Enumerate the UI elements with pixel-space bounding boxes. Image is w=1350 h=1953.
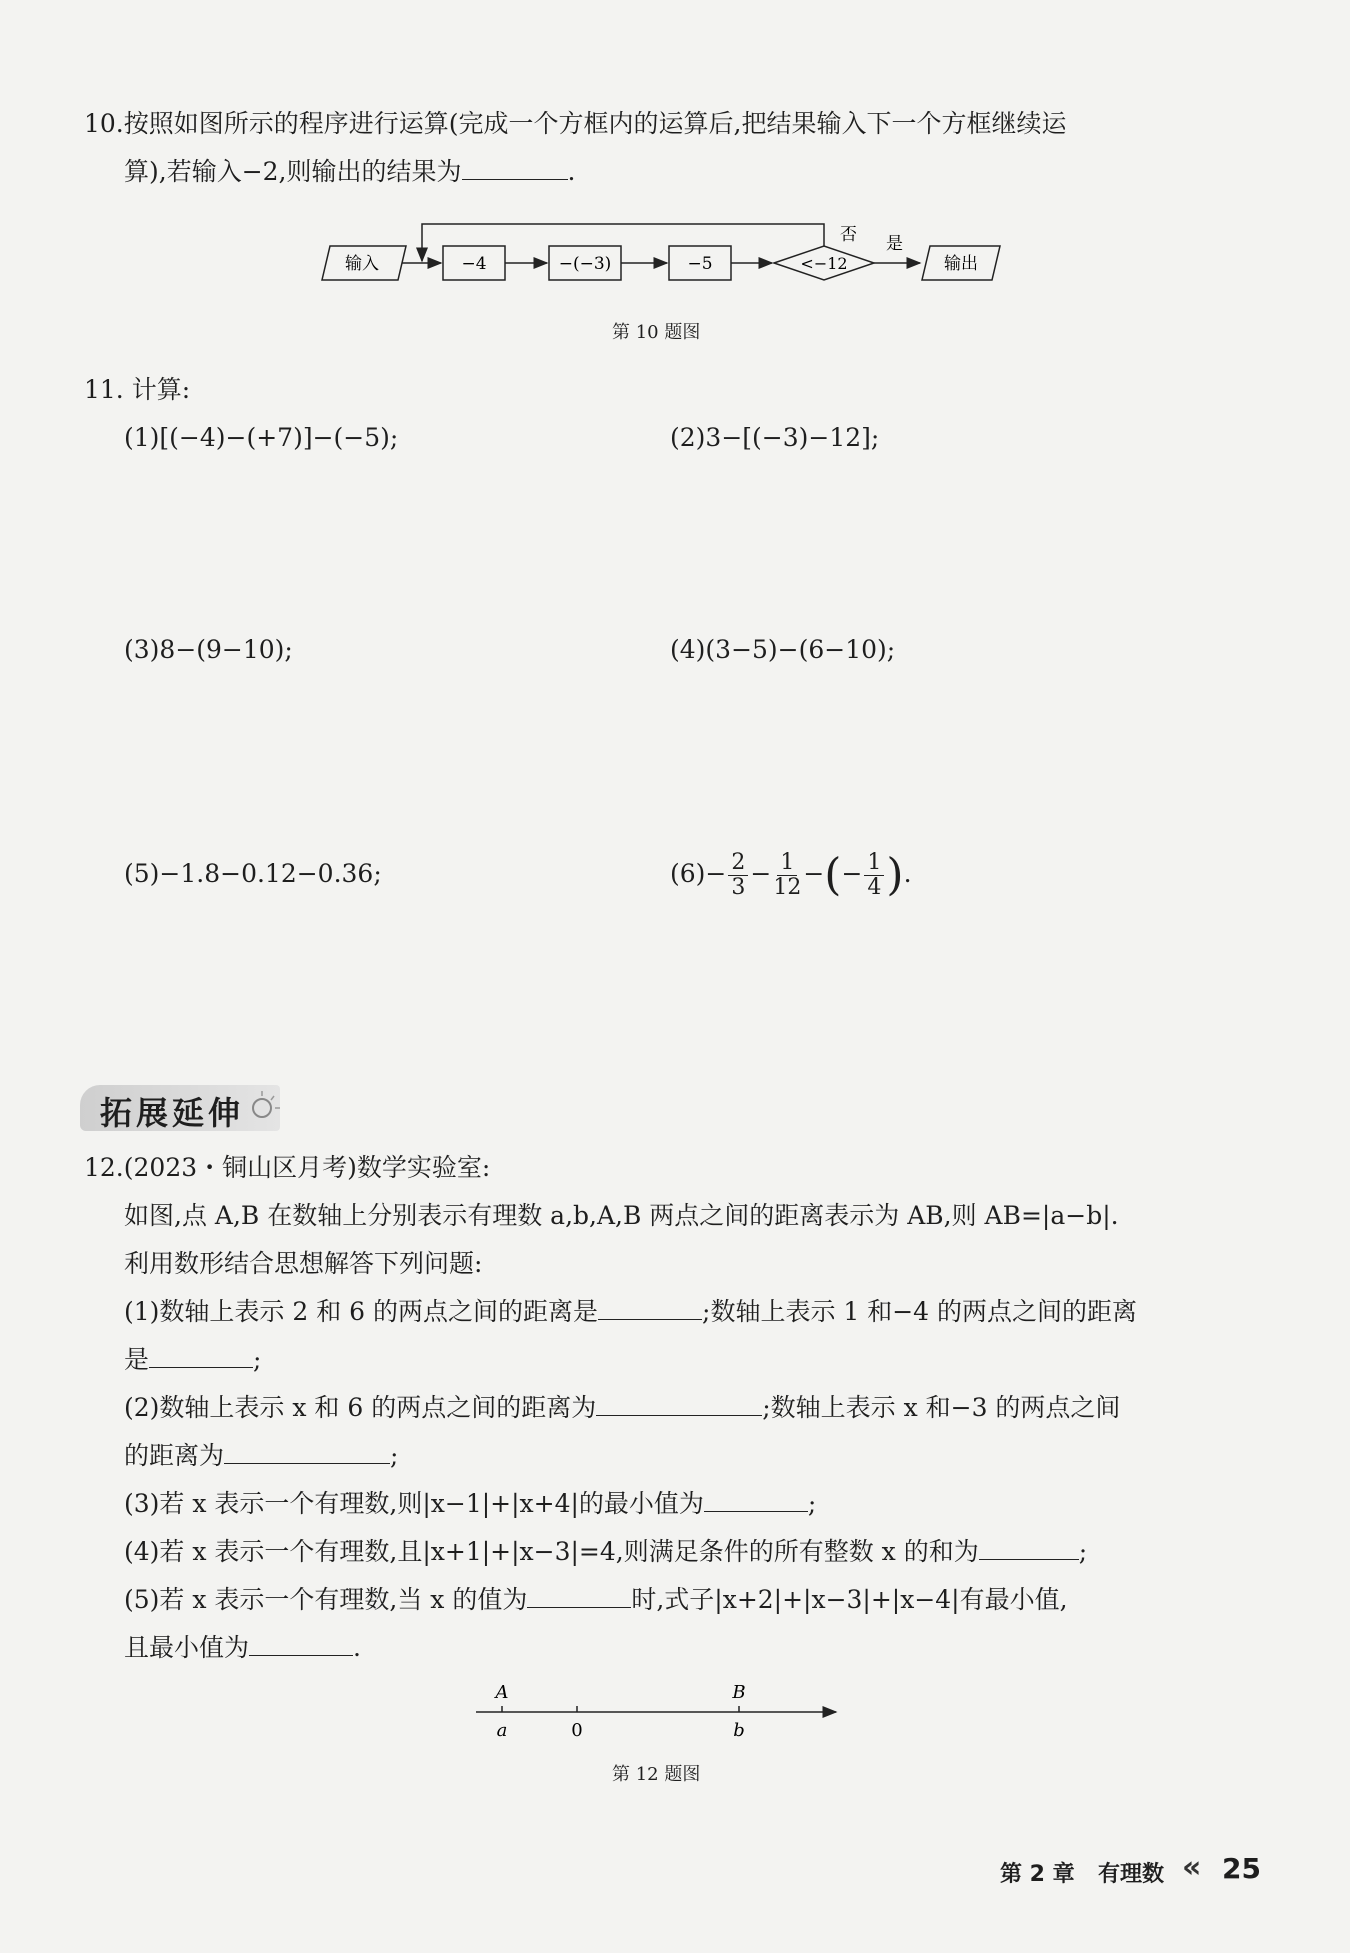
q12-sub3-end: ;: [807, 1489, 817, 1518]
answer-blank: [249, 1629, 353, 1656]
step3-label: −5: [687, 254, 713, 274]
fraction-numerator: 2: [728, 851, 748, 876]
fraction-denominator: 4: [867, 875, 882, 900]
q12-sub2: [124, 1388, 1120, 1428]
q12-sub1-text3: 是: [124, 1345, 150, 1374]
q12-sub4-text: (4)若 x 表示一个有理数,且|x+1|+|x−3|=4,则满足条件的所有整数 x 的和为: [124, 1537, 979, 1566]
fraction-numerator: 1: [864, 851, 884, 876]
q12-sub1-text2: ;数轴上表示 1 和−4 的两点之间的距离: [702, 1297, 1138, 1326]
fraction-1-12: [773, 851, 801, 900]
value-a-label: a: [496, 1720, 508, 1741]
q12-caption: 第 12 题图: [612, 1764, 701, 1785]
q10-line2-end: .: [567, 157, 576, 186]
q11-part1: (1)[(−4)−(+7)]−(−5);: [124, 423, 399, 452]
fraction-2-3: [728, 851, 748, 900]
q12-sub5-text2: 时,式子|x+2|+|x−3|+|x−4|有最小值,: [631, 1585, 1068, 1614]
answer-blank: [224, 1437, 390, 1464]
fraction-1-4: [864, 851, 884, 900]
q10-answer-blank: [462, 153, 568, 180]
fraction-numerator: 1: [777, 851, 797, 876]
q11-part5: (5)−1.8−0.12−0.36;: [124, 859, 382, 888]
chevron-left-icon: «: [1182, 1850, 1202, 1885]
value-zero-label: 0: [571, 1720, 583, 1741]
q12-sub3-text: (3)若 x 表示一个有理数,则|x−1|+|x+4|的最小值为: [124, 1489, 704, 1518]
q12-sub2-end: ;: [390, 1441, 399, 1470]
q10-caption: 第 10 题图: [612, 322, 701, 343]
answer-blank: [149, 1341, 253, 1368]
p6-end: .: [903, 859, 912, 888]
footer-chapter: 第 2 章: [1000, 1862, 1075, 1887]
condition-label: <−12: [800, 254, 848, 273]
section-title: 拓展延伸: [100, 1094, 245, 1132]
q12-sub2-cont: [124, 1436, 398, 1476]
left-paren: (: [824, 849, 842, 901]
p6-minus: −: [750, 859, 772, 888]
input-label: 输入: [345, 254, 379, 274]
point-A-label: A: [495, 1682, 509, 1703]
q12-sub1-end: ;: [253, 1345, 262, 1374]
q12-sub2-text: (2)数轴上表示 x 和 6 的两点之间的距离为: [124, 1393, 597, 1422]
step1-label: −4: [461, 254, 487, 274]
lightbulb-icon: [248, 1088, 284, 1124]
q11-part6: [670, 844, 912, 906]
value-b-label: b: [733, 1720, 745, 1741]
q10-flowchart: [310, 210, 1010, 310]
q10-line2: [124, 152, 575, 192]
fraction-denominator: 3: [731, 875, 746, 900]
q12-sub5-cont: [124, 1628, 361, 1668]
no-label: 否: [840, 225, 857, 245]
q12-line1: 12.(2023・铜山区月考)数学实验室:: [84, 1153, 491, 1182]
step2-label: −(−3): [558, 254, 612, 274]
answer-blank: [979, 1533, 1079, 1560]
answer-blank: [596, 1389, 762, 1416]
p6-prefix: (6)−: [670, 859, 727, 888]
q12-sub2-text3: 的距离为: [124, 1441, 225, 1470]
output-label: 输出: [944, 254, 978, 274]
footer-title: 有理数: [1098, 1862, 1165, 1887]
q12-line3: 利用数形结合思想解答下列问题:: [124, 1249, 483, 1278]
q12-sub3: [124, 1484, 816, 1524]
q10-line1: 10.按照如图所示的程序进行运算(完成一个方框内的运算后,把结果输入下一个方框继续运: [84, 109, 1067, 138]
q12-sub4: [124, 1532, 1087, 1572]
q12-sub5-end: .: [353, 1633, 361, 1662]
number-line-figure: [470, 1678, 850, 1748]
q11-part3: (3)8−(9−10);: [124, 635, 293, 664]
answer-blank: [704, 1485, 808, 1512]
answer-blank: [527, 1581, 631, 1608]
answer-blank: [598, 1293, 702, 1320]
q12-sub1-text: (1)数轴上表示 2 和 6 的两点之间的距离是: [124, 1297, 599, 1326]
p6-minus: −: [803, 859, 825, 888]
q12-sub5-text3: 且最小值为: [124, 1633, 250, 1662]
q12-sub5: [124, 1580, 1068, 1620]
yes-label: 是: [886, 234, 903, 254]
q12-sub4-end: ;: [1078, 1537, 1088, 1566]
q12-sub1: [124, 1292, 1137, 1332]
q12-sub5-text: (5)若 x 表示一个有理数,当 x 的值为: [124, 1585, 528, 1614]
q11-part4: (4)(3−5)−(6−10);: [670, 635, 896, 664]
q12-sub1-cont: [124, 1340, 261, 1380]
q12-sub2-text2: ;数轴上表示 x 和−3 的两点之间: [762, 1393, 1121, 1422]
q12-line2: 如图,点 A,B 在数轴上分别表示有理数 a,b,A,B 两点之间的距离表示为 AB,则 AB=|a−b|.: [124, 1201, 1119, 1230]
fraction-denominator: 12: [773, 875, 802, 900]
right-paren: ): [886, 849, 904, 901]
q11-title: 11. 计算:: [84, 375, 191, 404]
point-B-label: B: [732, 1682, 746, 1703]
q11-part2: (2)3−[(−3)−12];: [670, 423, 880, 452]
page-number: 25: [1222, 1852, 1261, 1885]
q10-line2-text: 算),若输入−2,则输出的结果为: [124, 157, 462, 186]
p6-inner-minus: −: [841, 859, 863, 888]
